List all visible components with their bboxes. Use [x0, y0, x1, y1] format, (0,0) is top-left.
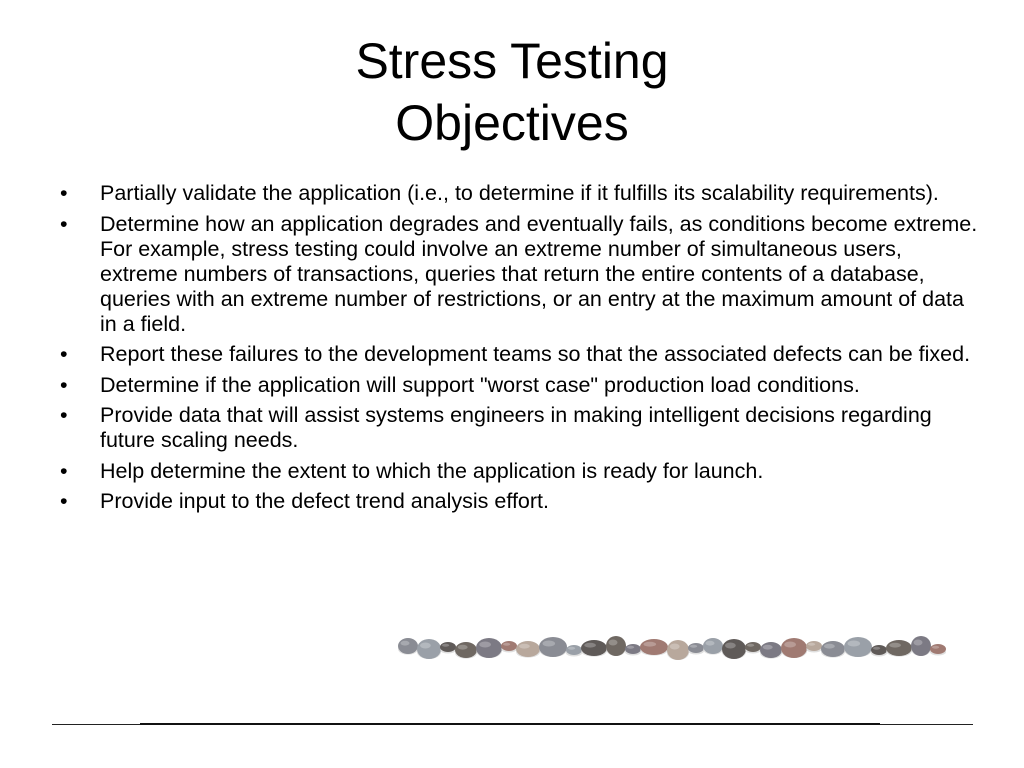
bullet-item	[58, 403, 978, 453]
bullet-text: Determine if the application will support "worst case" production load conditions.	[100, 372, 860, 397]
bullet-icon: •	[60, 489, 68, 513]
bullet-item	[58, 181, 978, 206]
bullet-icon: •	[60, 211, 68, 236]
bullet-icon: •	[60, 181, 68, 205]
bullet-text: Report these failures to the development teams so that the associated defects can be fixed.	[100, 342, 971, 366]
slide-title-line-1: Stress Testing	[355, 33, 669, 89]
bullet-item	[58, 342, 978, 367]
bullet-item	[58, 373, 978, 398]
bullet-text: Partially validate the application (i.e., to determine if it fulfills its scalability requirements).	[100, 181, 939, 205]
slide-title	[0, 30, 1024, 154]
objectives-bullet-list	[58, 181, 978, 520]
bullet-icon: •	[60, 458, 68, 483]
bullet-icon: •	[60, 372, 68, 397]
bullet-item	[58, 212, 978, 337]
bottom-divider-accent	[140, 723, 880, 725]
bullet-text: Determine how an application degrades and eventually fails, as conditions become extreme. For example, stress testing could involve an extreme number of simultaneous users, extreme numbers of transactions, queries that return the entire contents of a database, queries with an extreme number of restrictions, or an entry at the maximum amount of data in a field.	[100, 211, 978, 336]
pebble-divider-icon	[390, 628, 950, 668]
bullet-text: Provide input to the defect trend analysis effort.	[100, 489, 549, 513]
bullet-icon: •	[60, 342, 68, 366]
bullet-text: Provide data that will assist systems engineers in making intelligent decisions regarding future scaling needs.	[100, 403, 932, 452]
bullet-item	[58, 459, 978, 484]
bullet-item	[58, 489, 978, 514]
slide-title-line-2: Objectives	[395, 95, 629, 151]
bullet-icon: •	[60, 403, 68, 427]
bullet-text: Help determine the extent to which the application is ready for launch.	[100, 458, 764, 483]
